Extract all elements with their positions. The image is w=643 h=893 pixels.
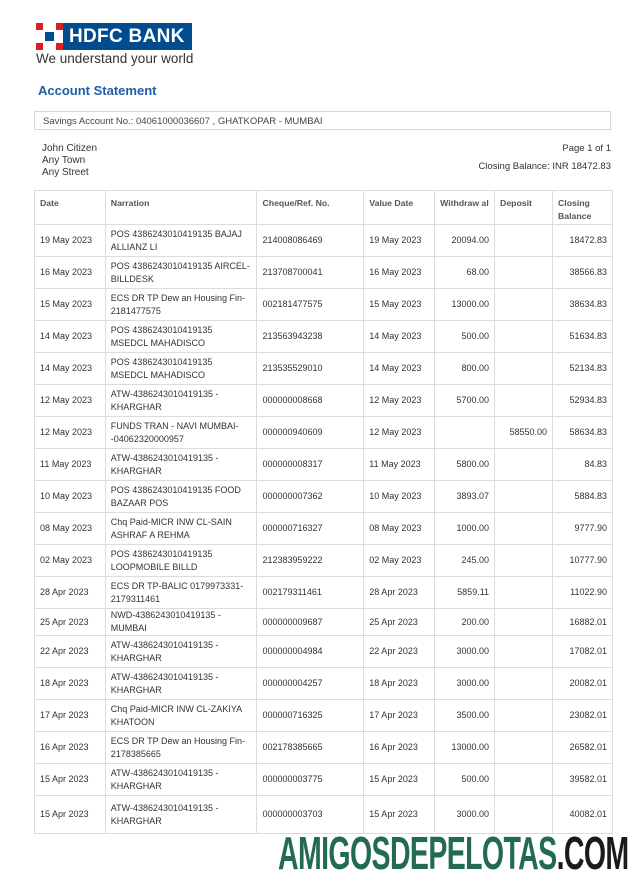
cell-narration: ATW-4386243010419135 - KHARGHAR xyxy=(105,764,257,796)
cell-closing-balance: 39582.01 xyxy=(553,764,613,796)
column-header-withdrawal: Withdraw al xyxy=(435,191,495,225)
cell-deposit xyxy=(495,257,553,289)
cell-narration: NWD-4386243010419135 -MUMBAI xyxy=(105,609,257,636)
cell-value-date: 16 May 2023 xyxy=(364,257,435,289)
cell-date: 02 May 2023 xyxy=(35,545,106,577)
cell-deposit xyxy=(495,481,553,513)
cell-date: 15 Apr 2023 xyxy=(35,796,106,834)
cell-deposit xyxy=(495,225,553,257)
cell-deposit xyxy=(495,609,553,636)
cell-deposit xyxy=(495,732,553,764)
cell-withdrawal: 68.00 xyxy=(435,257,495,289)
cell-narration: ATW-4386243010419135 - KHARGHAR xyxy=(105,636,257,668)
cell-date: 08 May 2023 xyxy=(35,513,106,545)
cell-cheque-ref: 000000008668 xyxy=(257,385,364,417)
page-title: Account Statement xyxy=(38,83,157,98)
cell-closing-balance: 9777.90 xyxy=(553,513,613,545)
table-row xyxy=(35,700,613,732)
cell-closing-balance: 38634.83 xyxy=(553,289,613,321)
transactions-table xyxy=(34,190,613,834)
cell-deposit xyxy=(495,289,553,321)
cell-closing-balance: 52134.83 xyxy=(553,353,613,385)
cell-cheque-ref: 000000716327 xyxy=(257,513,364,545)
cell-date: 15 May 2023 xyxy=(35,289,106,321)
cell-closing-balance: 5884.83 xyxy=(553,481,613,513)
cell-narration: POS 4386243010419135 FOOD BAZAAR POS xyxy=(105,481,257,513)
cell-date: 16 Apr 2023 xyxy=(35,732,106,764)
table-row xyxy=(35,513,613,545)
cell-narration: ATW-4386243010419135 - KHARGHAR xyxy=(105,385,257,417)
column-header-value-date: Value Date xyxy=(364,191,435,225)
cell-value-date: 15 Apr 2023 xyxy=(364,796,435,834)
cell-cheque-ref: 002181477575 xyxy=(257,289,364,321)
cell-cheque-ref: 000000940609 xyxy=(257,417,364,449)
cell-closing-balance: 58634.83 xyxy=(553,417,613,449)
cell-date: 14 May 2023 xyxy=(35,321,106,353)
cell-value-date: 28 Apr 2023 xyxy=(364,577,435,609)
table-row xyxy=(35,668,613,700)
cell-narration: Chq Paid-MICR INW CL-SAIN ASHRAF A REHMA xyxy=(105,513,257,545)
cell-deposit xyxy=(495,577,553,609)
cell-narration: ATW-4386243010419135 - KHARGHAR xyxy=(105,668,257,700)
cell-date: 19 May 2023 xyxy=(35,225,106,257)
cell-closing-balance: 52934.83 xyxy=(553,385,613,417)
cell-withdrawal: 800.00 xyxy=(435,353,495,385)
cell-narration: POS 4386243010419135 BAJAJ ALLIANZ LI xyxy=(105,225,257,257)
cell-cheque-ref: 000000004984 xyxy=(257,636,364,668)
table-row xyxy=(35,449,613,481)
cell-value-date: 18 Apr 2023 xyxy=(364,668,435,700)
table-row xyxy=(35,289,613,321)
cell-deposit xyxy=(495,449,553,481)
cell-withdrawal: 1000.00 xyxy=(435,513,495,545)
closing-balance: Closing Balance: INR 18472.83 xyxy=(478,161,611,172)
cell-cheque-ref: 000000008317 xyxy=(257,449,364,481)
table-row xyxy=(35,257,613,289)
cell-value-date: 15 May 2023 xyxy=(364,289,435,321)
cell-closing-balance: 16882.01 xyxy=(553,609,613,636)
cell-cheque-ref: 213535529010 xyxy=(257,353,364,385)
cell-date: 12 May 2023 xyxy=(35,417,106,449)
watermark xyxy=(278,826,629,880)
cell-date: 12 May 2023 xyxy=(35,385,106,417)
column-header-narration: Narration xyxy=(105,191,257,225)
cell-value-date: 14 May 2023 xyxy=(364,321,435,353)
tagline: We understand your world xyxy=(36,51,194,66)
cell-date: 15 Apr 2023 xyxy=(35,764,106,796)
table-row xyxy=(35,764,613,796)
column-header-date: Date xyxy=(35,191,106,225)
cell-cheque-ref: 002178385665 xyxy=(257,732,364,764)
cell-withdrawal: 3000.00 xyxy=(435,636,495,668)
cell-closing-balance: 40082.01 xyxy=(553,796,613,834)
cell-cheque-ref: 002179311461 xyxy=(257,577,364,609)
cell-narration: ECS DR TP Dew an Housing Fin-2178385665 xyxy=(105,732,257,764)
cell-value-date: 22 Apr 2023 xyxy=(364,636,435,668)
cell-deposit xyxy=(495,668,553,700)
cell-deposit xyxy=(495,385,553,417)
customer-town: Any Town xyxy=(42,155,86,166)
column-header-closing-balance: Closing Balance xyxy=(553,191,613,225)
cell-narration: ECS DR TP Dew an Housing Fin-2181477575 xyxy=(105,289,257,321)
cell-cheque-ref: 213708700041 xyxy=(257,257,364,289)
cell-value-date: 10 May 2023 xyxy=(364,481,435,513)
cell-closing-balance: 84.83 xyxy=(553,449,613,481)
cell-deposit xyxy=(495,353,553,385)
cell-date: 25 Apr 2023 xyxy=(35,609,106,636)
table-row xyxy=(35,321,613,353)
page-number: Page 1 of 1 xyxy=(562,143,611,154)
cell-date: 11 May 2023 xyxy=(35,449,106,481)
cell-value-date: 25 Apr 2023 xyxy=(364,609,435,636)
table-row xyxy=(35,545,613,577)
cell-deposit xyxy=(495,764,553,796)
customer-street: Any Street xyxy=(42,167,89,178)
column-header-deposit: Deposit xyxy=(495,191,553,225)
table-row xyxy=(35,636,613,668)
cell-date: 28 Apr 2023 xyxy=(35,577,106,609)
cell-withdrawal: 13000.00 xyxy=(435,289,495,321)
cell-value-date: 12 May 2023 xyxy=(364,385,435,417)
cell-closing-balance: 18472.83 xyxy=(553,225,613,257)
cell-closing-balance: 17082.01 xyxy=(553,636,613,668)
cell-deposit xyxy=(495,700,553,732)
cell-closing-balance: 10777.90 xyxy=(553,545,613,577)
customer-address xyxy=(42,143,97,179)
cell-value-date: 11 May 2023 xyxy=(364,449,435,481)
cell-date: 10 May 2023 xyxy=(35,481,106,513)
cell-deposit xyxy=(495,321,553,353)
cell-narration: POS 4386243010419135 AIRCEL-BILLDESK xyxy=(105,257,257,289)
cell-withdrawal: 3000.00 xyxy=(435,796,495,834)
cell-date: 16 May 2023 xyxy=(35,257,106,289)
cell-value-date: 14 May 2023 xyxy=(364,353,435,385)
cell-cheque-ref: 000000004257 xyxy=(257,668,364,700)
cell-date: 17 Apr 2023 xyxy=(35,700,106,732)
cell-date: 22 Apr 2023 xyxy=(35,636,106,668)
table-row xyxy=(35,353,613,385)
cell-value-date: 19 May 2023 xyxy=(364,225,435,257)
cell-withdrawal: 13000.00 xyxy=(435,732,495,764)
cell-cheque-ref: 000000003703 xyxy=(257,796,364,834)
cell-narration: POS 4386243010419135 MSEDCL MAHADISCO xyxy=(105,321,257,353)
cell-narration: POS 4386243010419135 MSEDCL MAHADISCO xyxy=(105,353,257,385)
cell-narration: FUNDS TRAN - NAVI MUMBAI--04062320000957 xyxy=(105,417,257,449)
table-row xyxy=(35,225,613,257)
cell-withdrawal: 3000.00 xyxy=(435,668,495,700)
cell-narration: POS 4386243010419135 LOOPMOBILE BILLD xyxy=(105,545,257,577)
cell-cheque-ref: 000000003775 xyxy=(257,764,364,796)
cell-withdrawal: 3500.00 xyxy=(435,700,495,732)
hdfc-logo xyxy=(36,23,192,50)
cell-withdrawal: 500.00 xyxy=(435,321,495,353)
cell-value-date: 08 May 2023 xyxy=(364,513,435,545)
cell-closing-balance: 20082.01 xyxy=(553,668,613,700)
watermark-main: AMIGOSDEPELOTAS xyxy=(278,827,557,879)
cell-deposit xyxy=(495,636,553,668)
cell-deposit xyxy=(495,545,553,577)
cell-narration: Chq Paid-MICR INW CL-ZAKIYA KHATOON xyxy=(105,700,257,732)
cell-withdrawal: 200.00 xyxy=(435,609,495,636)
watermark-suffix: .COM xyxy=(556,827,629,879)
cell-closing-balance: 51634.83 xyxy=(553,321,613,353)
cell-value-date: 16 Apr 2023 xyxy=(364,732,435,764)
cell-closing-balance: 38566.83 xyxy=(553,257,613,289)
cell-withdrawal: 5859.11 xyxy=(435,577,495,609)
hdfc-logo-icon xyxy=(36,23,63,50)
cell-narration: ATW-4386243010419135 - KHARGHAR xyxy=(105,796,257,834)
column-header-cheque-ref: Cheque/Ref. No. xyxy=(257,191,364,225)
table-header-row xyxy=(35,191,613,225)
cell-cheque-ref: 000000007362 xyxy=(257,481,364,513)
cell-closing-balance: 23082.01 xyxy=(553,700,613,732)
cell-withdrawal: 245.00 xyxy=(435,545,495,577)
cell-value-date: 12 May 2023 xyxy=(364,417,435,449)
cell-withdrawal xyxy=(435,417,495,449)
cell-closing-balance: 26582.01 xyxy=(553,732,613,764)
table-row xyxy=(35,577,613,609)
cell-value-date: 02 May 2023 xyxy=(364,545,435,577)
cell-narration: ECS DR TP-BALIC 0179973331-2179311461 xyxy=(105,577,257,609)
cell-cheque-ref: 214008086469 xyxy=(257,225,364,257)
table-row xyxy=(35,417,613,449)
cell-value-date: 15 Apr 2023 xyxy=(364,764,435,796)
table-row xyxy=(35,481,613,513)
cell-cheque-ref: 212383959222 xyxy=(257,545,364,577)
cell-date: 14 May 2023 xyxy=(35,353,106,385)
cell-cheque-ref: 000000009687 xyxy=(257,609,364,636)
cell-withdrawal: 5700.00 xyxy=(435,385,495,417)
cell-deposit xyxy=(495,513,553,545)
cell-value-date: 17 Apr 2023 xyxy=(364,700,435,732)
cell-date: 18 Apr 2023 xyxy=(35,668,106,700)
cell-withdrawal: 5800.00 xyxy=(435,449,495,481)
table-row xyxy=(35,609,613,636)
cell-cheque-ref: 000000716325 xyxy=(257,700,364,732)
cell-withdrawal: 500.00 xyxy=(435,764,495,796)
table-row xyxy=(35,732,613,764)
cell-narration: ATW-4386243010419135 - KHARGHAR xyxy=(105,449,257,481)
logo-text: HDFC BANK xyxy=(63,23,192,50)
cell-withdrawal: 20094.00 xyxy=(435,225,495,257)
account-info-box: Savings Account No.: 04061000036607 , GHATKOPAR - MUMBAI xyxy=(34,111,611,130)
cell-withdrawal: 3893.07 xyxy=(435,481,495,513)
customer-name: John Citizen xyxy=(42,143,98,154)
cell-deposit: 58550.00 xyxy=(495,417,553,449)
cell-cheque-ref: 213563943238 xyxy=(257,321,364,353)
table-row xyxy=(35,385,613,417)
cell-closing-balance: 11022.90 xyxy=(553,577,613,609)
